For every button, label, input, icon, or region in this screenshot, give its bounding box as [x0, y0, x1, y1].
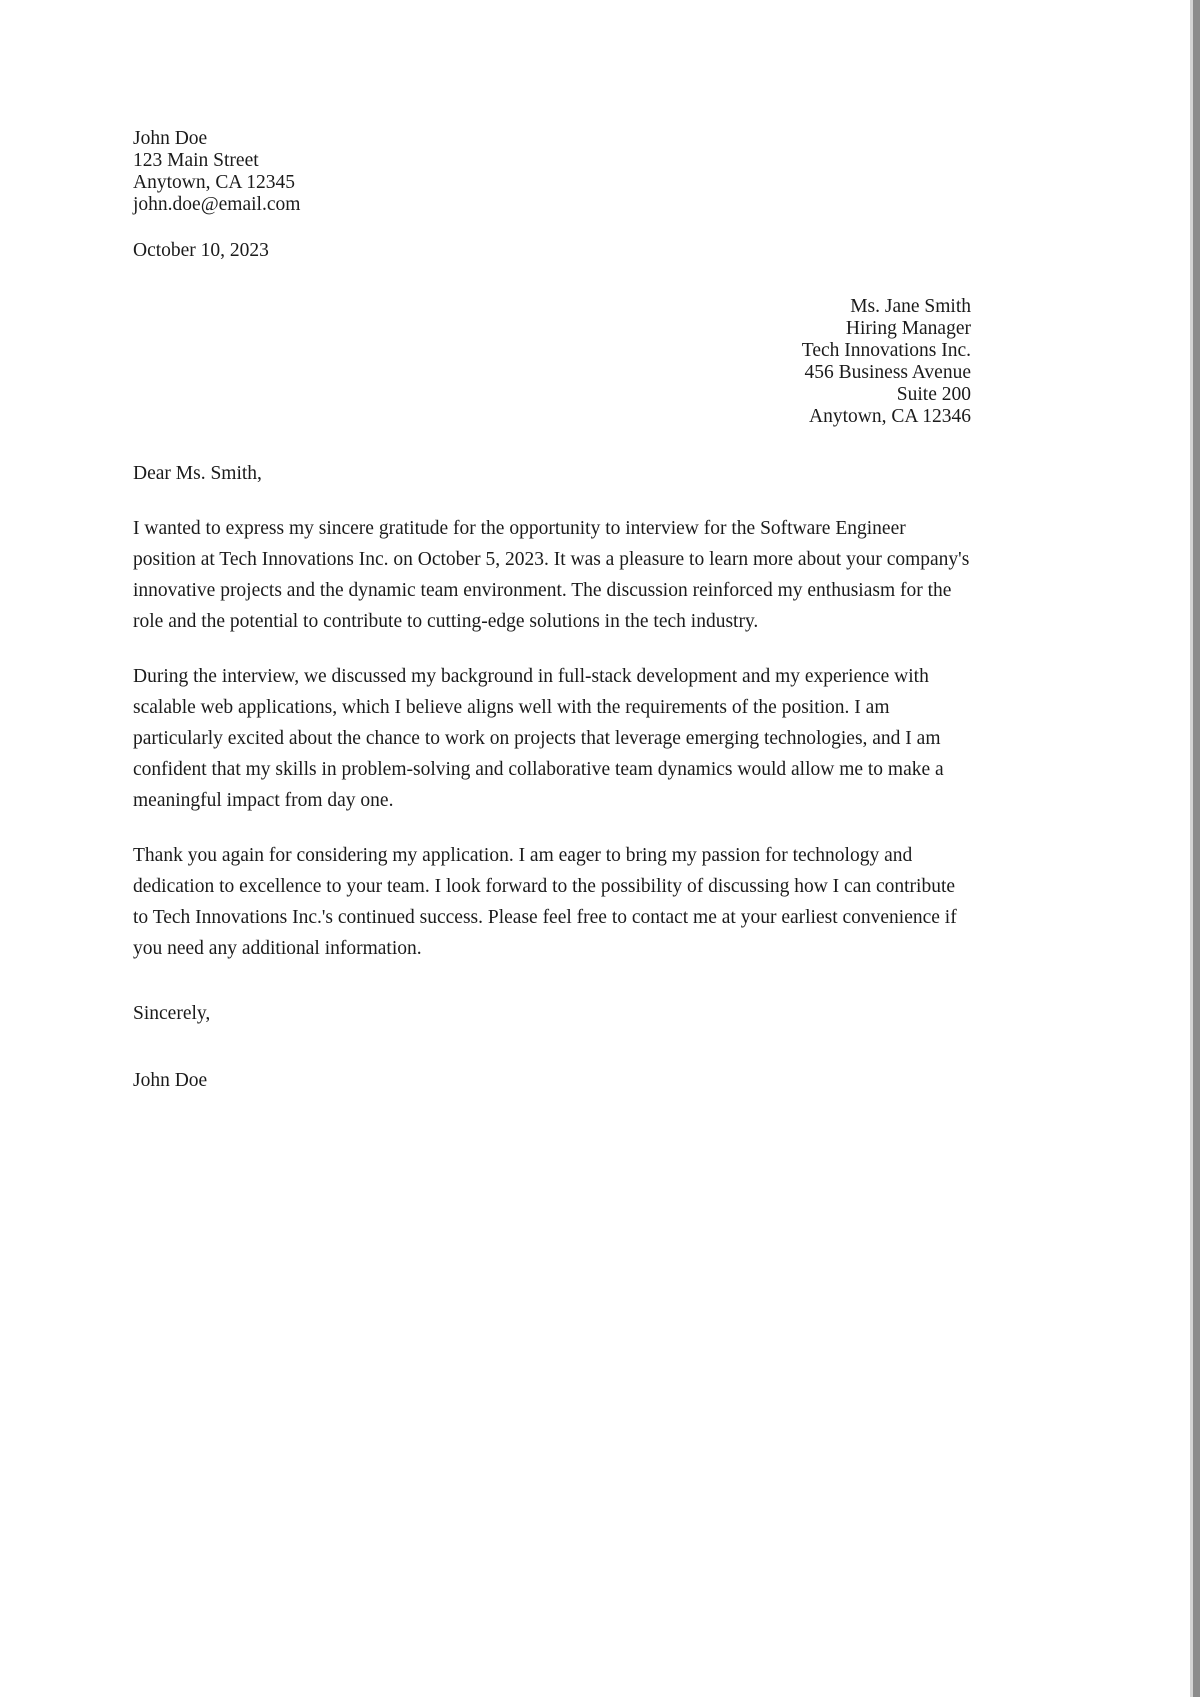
signature-name: John Doe: [133, 1070, 208, 1091]
closing: Sincerely,: [133, 1003, 211, 1024]
letter-date: October 10, 2023: [133, 240, 269, 261]
recipient-company: Tech Innovations Inc.: [801, 340, 971, 361]
recipient-name: Ms. Jane Smith: [850, 296, 971, 317]
scrollbar-thumb[interactable]: [1190, 0, 1200, 1697]
sender-street: 123 Main Street: [133, 150, 259, 171]
sender-city-state-zip: Anytown, CA 12345: [133, 172, 295, 193]
scrollbar-track[interactable]: [1190, 0, 1200, 1697]
body-paragraph-1: I wanted to express my sincere gratitude for the opportunity to interview for the Software Engineer position at Tech Innovations Inc. on October 5, 2023. It was a pleasure to learn more about your company's innovative projects and the dynamic team environment. The discussion reinforced my enthusiasm for the role and the potential to contribute to cutting-edge solutions in the tech industry.: [133, 518, 970, 632]
sender-address-block: [133, 128, 971, 216]
sender-email: john.doe@email.com: [133, 194, 301, 215]
body-paragraph-2: During the interview, we discussed my background in full-stack development and my experience with scalable web applications, which I believe aligns well with the requirements of the position. I am particularly excited about the chance to work on projects that leverage emerging technologies, and I am confident that my skills in problem-solving and collaborative team dynamics would allow me to make a meaningful impact from day one.: [133, 666, 944, 811]
recipient-city-state-zip: Anytown, CA 12346: [809, 406, 971, 427]
recipient-suite: Suite 200: [896, 384, 971, 405]
recipient-street: 456 Business Avenue: [804, 362, 971, 383]
recipient-address-block: [133, 296, 971, 428]
body-paragraph-3: Thank you again for considering my application. I am eager to bring my passion for technology and dedication to excellence to your team. I look forward to the possibility of discussing how I can contribute to Tech Innovations Inc.'s continued success. Please feel free to contact me at your earliest convenience if you need any additional information.: [133, 845, 957, 959]
recipient-title: Hiring Manager: [845, 318, 971, 339]
sender-name: John Doe: [133, 128, 208, 149]
salutation: Dear Ms. Smith,: [133, 463, 262, 484]
